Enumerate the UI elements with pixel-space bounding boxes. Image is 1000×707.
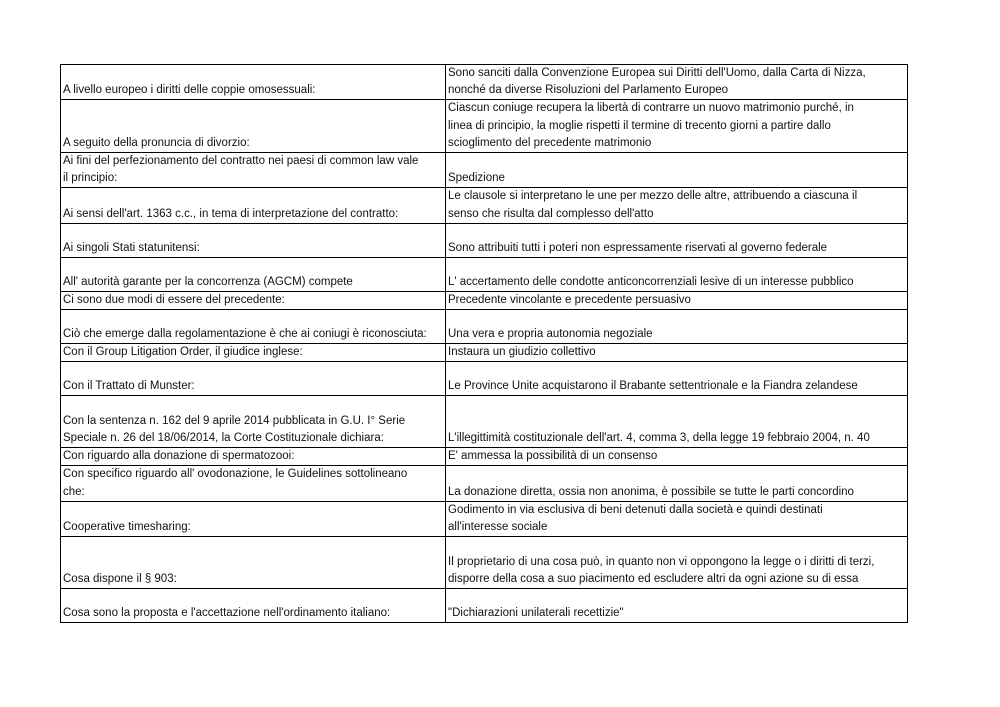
question-cell: Cooperative timesharing: bbox=[61, 501, 446, 536]
question-cell: Cosa sono la proposta e l'accettazione nell'ordinamento italiano: bbox=[61, 589, 446, 623]
table-row bbox=[61, 537, 908, 589]
table-row bbox=[61, 466, 908, 501]
table-row bbox=[61, 448, 908, 466]
answer-cell: Il proprietario di una cosa può, in quanto non vi oppongono la legge o i diritti di terzi, disporre della cosa a suo piacimento ed escludere altri da ogni azione su di essa bbox=[446, 537, 908, 589]
question-cell: Ai sensi dell'art. 1363 c.c., in tema di interpretazione del contratto: bbox=[61, 188, 446, 223]
table-row bbox=[61, 65, 908, 100]
question-cell: A seguito della pronuncia di divorzio: bbox=[61, 100, 446, 153]
table-row bbox=[61, 153, 908, 188]
answer-cell: Una vera e propria autonomia negoziale bbox=[446, 310, 908, 344]
answer-cell: La donazione diretta, ossia non anonima, è possibile se tutte le parti concordino bbox=[446, 466, 908, 501]
question-cell: Con il Trattato di Munster: bbox=[61, 362, 446, 396]
question-cell: Ci sono due modi di essere del precedente: bbox=[61, 291, 446, 309]
table-row bbox=[61, 257, 908, 291]
table-row bbox=[61, 589, 908, 623]
question-cell: Con la sentenza n. 162 del 9 aprile 2014 pubblicata in G.U. I° Serie Speciale n. 26 del 18/06/2014, la Corte Costituzionale dichiara: bbox=[61, 396, 446, 448]
qa-table bbox=[60, 64, 908, 623]
answer-cell: Le Province Unite acquistarono il Brabante settentrionale e la Fiandra zelandese bbox=[446, 362, 908, 396]
table-row bbox=[61, 310, 908, 344]
answer-cell: Sono sanciti dalla Convenzione Europea sui Diritti dell'Uomo, dalla Carta di Nizza, nonché da diverse Risoluzioni del Parlamento Europeo bbox=[446, 65, 908, 100]
answer-cell: Instaura un giudizio collettivo bbox=[446, 344, 908, 362]
question-cell: All' autorità garante per la concorrenza (AGCM) compete bbox=[61, 257, 446, 291]
question-cell: Ai singoli Stati statunitensi: bbox=[61, 223, 446, 257]
answer-cell: Sono attribuiti tutti i poteri non espressamente riservati al governo federale bbox=[446, 223, 908, 257]
answer-cell: "Dichiarazioni unilaterali recettizie" bbox=[446, 589, 908, 623]
table-row bbox=[61, 188, 908, 223]
answer-cell: Precedente vincolante e precedente persuasivo bbox=[446, 291, 908, 309]
question-cell: Con il Group Litigation Order, il giudice inglese: bbox=[61, 344, 446, 362]
answer-cell: Ciascun coniuge recupera la libertà di contrarre un nuovo matrimonio purché, in linea di principio, la moglie rispetti il termine di trecento giorni a partire dallo scioglimento del precedente matrimonio bbox=[446, 100, 908, 153]
answer-cell: L'illegittimità costituzionale dell'art. 4, comma 3, della legge 19 febbraio 2004, n. 40 bbox=[446, 396, 908, 448]
answer-cell: E' ammessa la possibilità di un consenso bbox=[446, 448, 908, 466]
question-cell: Con specifico riguardo all' ovodonazione, le Guidelines sottolineano che: bbox=[61, 466, 446, 501]
answer-cell: Godimento in via esclusiva di beni detenuti dalla società e quindi destinati all'interesse sociale bbox=[446, 501, 908, 536]
answer-cell: Le clausole si interpretano le une per mezzo delle altre, attribuendo a ciascuna il senso che risulta dal complesso dell'atto bbox=[446, 188, 908, 223]
table-row bbox=[61, 362, 908, 396]
answer-cell: Spedizione bbox=[446, 153, 908, 188]
question-cell: Ai fini del perfezionamento del contratto nei paesi di common law vale il principio: bbox=[61, 153, 446, 188]
table-row bbox=[61, 396, 908, 448]
table-row bbox=[61, 291, 908, 309]
answer-cell: L' accertamento delle condotte anticoncorrenziali lesive di un interesse pubblico bbox=[446, 257, 908, 291]
question-cell: Ciò che emerge dalla regolamentazione è che ai coniugi è riconosciuta: bbox=[61, 310, 446, 344]
question-cell: A livello europeo i diritti delle coppie omosessuali: bbox=[61, 65, 446, 100]
table-row bbox=[61, 100, 908, 153]
question-cell: Cosa dispone il § 903: bbox=[61, 537, 446, 589]
table-row bbox=[61, 223, 908, 257]
question-cell: Con riguardo alla donazione di spermatozooi: bbox=[61, 448, 446, 466]
table-row bbox=[61, 344, 908, 362]
table-row bbox=[61, 501, 908, 536]
qa-table-body bbox=[61, 65, 908, 623]
